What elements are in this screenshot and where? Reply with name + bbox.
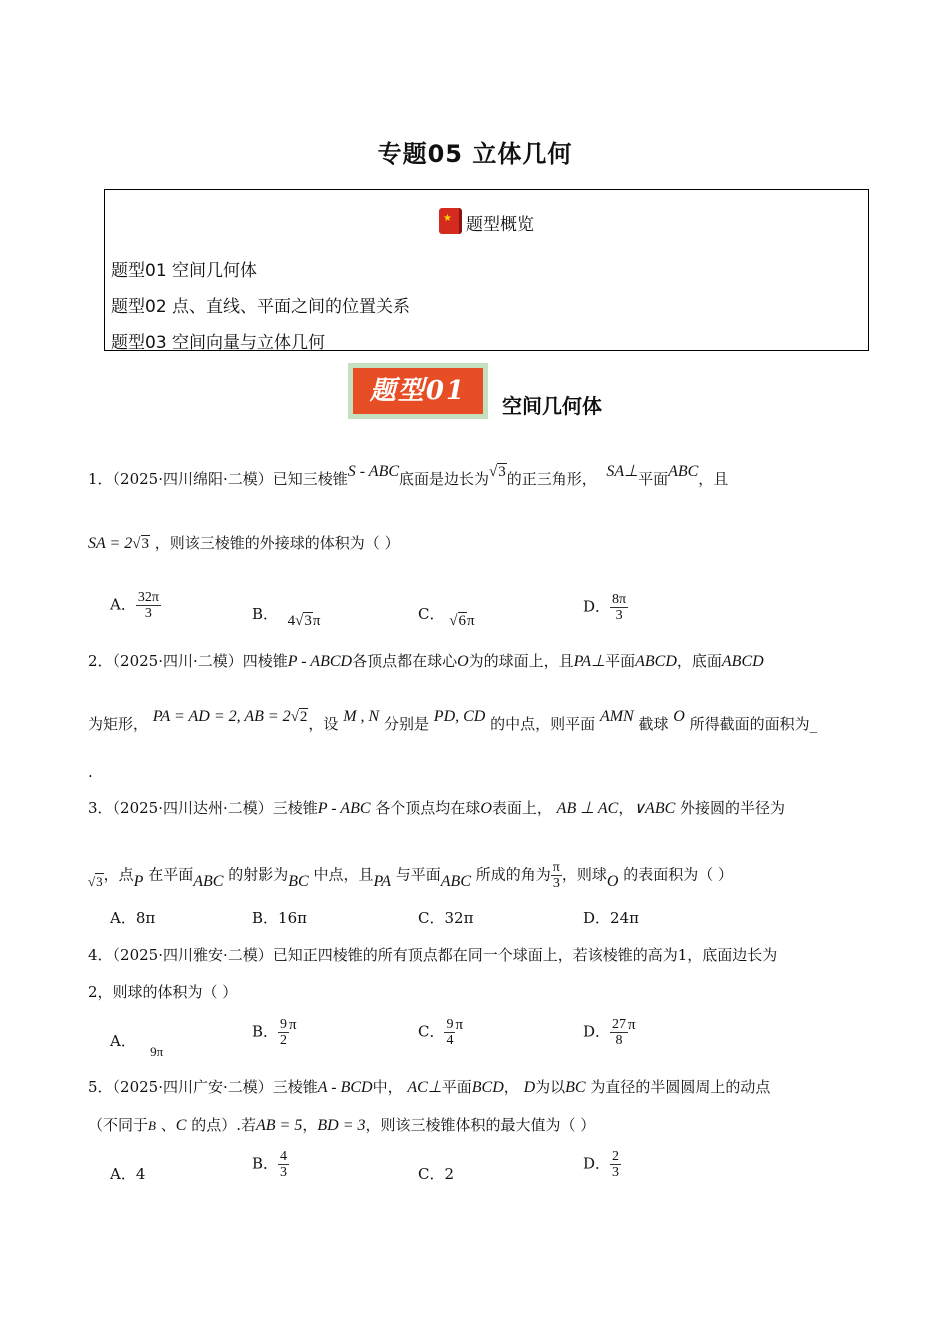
overview-item-2[interactable]: 题型02 点、直线、平面之间的位置关系	[111, 297, 411, 317]
question-4-line-1: 4．（2025·四川雅安·二模）已知正四棱锥的所有顶点都在同一个球面上，若该棱锥的高为1，底面边长为	[88, 946, 778, 964]
question-2-line-1: 2．（2025·四川·二模）四棱锥P - ABCD各顶点都在球心O为的球面上，且PA⊥平面ABCD，底面ABCD	[88, 652, 764, 670]
q5-option-d[interactable]: D． $\frac{2}{3}$	[583, 1149, 620, 1180]
question-2-line-3: .	[88, 763, 93, 781]
q4-option-b[interactable]: B． $\frac{9}{2}$ π	[252, 1016, 297, 1048]
q4-option-c[interactable]: C． $\frac{9}{4}$ π	[418, 1016, 464, 1048]
question-4-line-2: 2，则球的体积为（ ）	[88, 983, 238, 1001]
question-5-line-1: 5．（2025·四川广安·二模）三棱锥A - BCD中， AC⊥平面BCD， D为以BC 为直径的半圆圆周上的动点	[88, 1078, 771, 1096]
q1-option-c[interactable]: C． √6π	[418, 605, 475, 629]
question-3-line-1: 3．（2025·四川达州·二模）三棱锥P - ABC 各个顶点均在球O表面上， AB ⊥ AC，∨ABC 外接圆的半径为	[88, 799, 786, 817]
overview-item-1[interactable]: 题型01 空间几何体	[111, 261, 258, 281]
question-5-line-2: （不同于B 、C 的点）.若AB = 5，BD = 3，则该三棱锥体积的最大值为（ ）	[88, 1116, 596, 1134]
q3-option-c[interactable]: C．32π	[418, 909, 474, 927]
q5-option-a[interactable]: A．4	[110, 1165, 146, 1183]
q3-option-d[interactable]: D．24π	[583, 909, 639, 927]
question-1-line-2: SA = 2√3 ，则该三棱锥的外接球的体积为（ ）	[88, 534, 400, 552]
overview-box	[104, 189, 869, 351]
q5-option-b[interactable]: B． $\frac{4}{3}$	[252, 1149, 288, 1180]
book-icon: ★	[439, 208, 462, 234]
q1-option-a[interactable]: A． $\frac{32\pi}{3}$	[110, 590, 159, 621]
overview-heading: ★ 题型概览	[105, 208, 868, 235]
q1-option-b[interactable]: B． 4√3π	[252, 605, 321, 629]
question-3-line-2: √3，点P 在平面ABC 的射影为BC 中点，且PA 与平面ABC 所成的角为 $\frac{\pi}{3}$ ，则球O 的表面积为（ ）	[88, 860, 734, 891]
q1-option-d[interactable]: D． $\frac{8\pi}{3}$	[583, 592, 627, 623]
overview-item-3[interactable]: 题型03 空间向量与立体几何	[111, 333, 326, 353]
section-title: 空间几何体	[502, 394, 602, 418]
page-title: 专题05 立体几何	[377, 140, 573, 168]
q5-option-c[interactable]: C．2	[418, 1165, 455, 1183]
section-badge	[348, 363, 488, 419]
q4-option-d[interactable]: D． $\frac{27}{8}$ π	[583, 1016, 636, 1048]
section-badge-label: 题型01	[353, 368, 483, 414]
question-2-line-2: 为矩形， PA = AD = 2, AB = 2√2，设 M , N 分别是 PD, CD 的中点，则平面 AMN 截球 O 所得截面的面积为_	[88, 708, 818, 733]
q3-option-b[interactable]: B．16π	[252, 909, 307, 927]
q4-option-a[interactable]: A． 9π	[110, 1032, 164, 1059]
q3-option-a[interactable]: A．8π	[110, 909, 156, 927]
question-1-line-1: 1．（2025·四川绵阳·二模）已知三棱锥S - ABC底面是边长为√3的正三角形， SA⊥平面ABC，且	[88, 463, 729, 488]
